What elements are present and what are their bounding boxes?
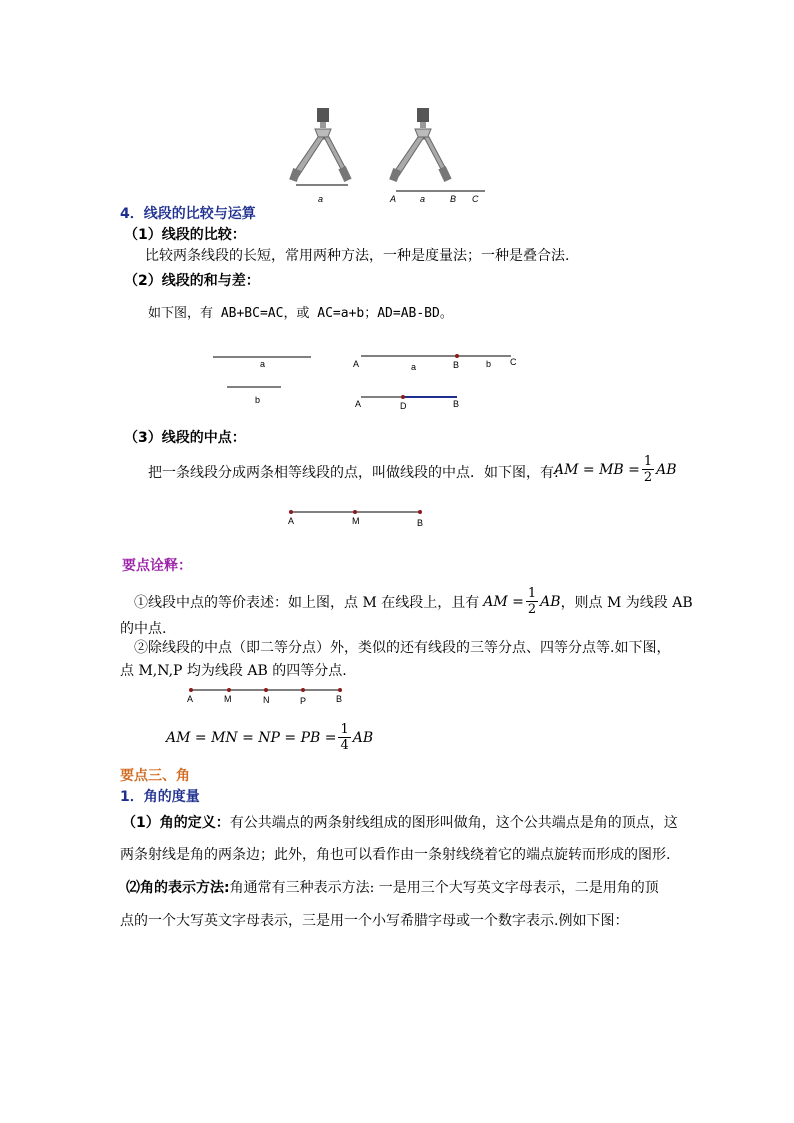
sub1-heading: （1）线段的比较：	[124, 227, 246, 243]
midpoint-label-B: B	[417, 518, 424, 528]
compass-right-label-a: a	[420, 194, 426, 204]
midpoint-figure	[283, 505, 433, 530]
sub2-heading: （2）线段的和与差：	[124, 273, 260, 289]
bottom-line-D: D	[400, 401, 407, 411]
midpoint-formula-left: AM = MB =	[554, 461, 640, 478]
bottom-line-A: A	[355, 399, 362, 409]
angle-repr-line1	[126, 877, 659, 897]
quarter-label-P: P	[300, 696, 307, 706]
quarter-label-N: N	[263, 695, 270, 705]
sub3-heading: （3）线段的中点：	[124, 430, 246, 446]
angle-def-line2: 两条射线是角的两条边；此外，角也可以看作由一条射线绕着它的端点旋转而形成的图形.	[120, 847, 671, 863]
quarter-formula	[166, 722, 373, 753]
notes-item1-formula-left: AM =	[483, 593, 524, 610]
notes-item1-formula-right: AB	[540, 593, 561, 610]
quarter-label-A: A	[187, 694, 194, 704]
midpoint-label-M: M	[352, 516, 360, 526]
bottom-line-B: B	[453, 399, 460, 409]
compass-right-label-A: A	[390, 194, 397, 204]
section-angle-subtitle: 1．角的度量	[120, 789, 200, 805]
section-angle-title: 要点三、角	[120, 768, 190, 784]
compass-figure	[280, 105, 490, 205]
quarter-formula-right: AB	[352, 729, 374, 746]
top-line-B: B	[453, 360, 460, 370]
notes-item1-prefix: ①线段中点的等价表述：如上图，点 M 在线段上，且有	[134, 594, 480, 611]
quarter-frac-den: 4	[340, 738, 349, 753]
compass-left-label: a	[318, 194, 324, 204]
compass-right-label-B: B	[450, 194, 457, 204]
angle-repr-heading: ⑵角的表示方法:	[126, 880, 230, 896]
notes-item1-fraction	[526, 586, 538, 617]
notes-item2-line2: 点 M,N,P 均为线段 AB 的四等分点.	[120, 663, 347, 679]
compass-right-drawing	[389, 108, 485, 191]
compass-left-drawing	[289, 108, 351, 185]
midpoint-fraction	[642, 454, 654, 485]
angle-def-heading: （1）角的定义：	[122, 815, 230, 831]
section-4-title: 4．线段的比较与运算	[120, 206, 256, 222]
angle-def-text1: 有公共端点的两条射线组成的图形叫做角，这个公共端点是角的顶点，这	[229, 815, 678, 831]
sub1-text: 比较两条线段的长短，常用两种方法，一种是度量法；一种是叠合法.	[145, 248, 570, 264]
quarter-label-B: B	[336, 694, 343, 704]
angle-repr-text1: 角通常有三种表示方法: 一是用三个大写英文字母表示，二是用角的顶	[229, 880, 659, 896]
quarter-frac-num: 1	[340, 722, 349, 737]
angle-repr-line2: 点的一个大写英文字母表示，三是用一个小写希腊字母或一个数字表示.例如下图：	[120, 913, 629, 929]
sub2-text: 如下图，有 AB+BC=AC，或 AC=a+b；AD=AB-BD。	[148, 306, 453, 321]
midpoint-formula-right: AB	[656, 461, 677, 478]
segment-sum-figure	[205, 345, 535, 415]
quarter-label-M: M	[224, 694, 232, 704]
quarter-fraction	[338, 722, 350, 753]
compass-right-label-C: C	[472, 194, 479, 204]
notes-item1-suffix: ，则点 M 为线段 AB	[560, 594, 693, 611]
notes-item1-line2: 的中点.	[120, 621, 167, 637]
angle-def-line1	[122, 812, 678, 832]
midpoint-label-A: A	[288, 516, 295, 526]
quarter-points-figure	[183, 684, 353, 709]
top-line-C: C	[510, 357, 517, 367]
top-line-A: A	[353, 359, 360, 369]
seg-b-label: b	[255, 395, 261, 405]
midpoint-frac-den: 2	[643, 470, 653, 485]
quarter-formula-left: AM = MN = NP = PB =	[166, 729, 337, 746]
notes-item1-frac-num: 1	[527, 586, 537, 601]
top-line-b: b	[486, 359, 492, 369]
notes-title: 要点诠释：	[122, 558, 192, 574]
notes-item1-line1	[134, 586, 693, 617]
sub3-text: 把一条线段分成两条相等线段的点，叫做线段的中点．如下图，有:	[148, 465, 559, 481]
seg-a-label: a	[260, 359, 266, 369]
midpoint-formula	[554, 454, 677, 485]
top-line-a: a	[411, 362, 417, 372]
notes-item1-frac-den: 2	[527, 602, 537, 617]
notes-item2-line1: ②除线段的中点（即二等分点）外，类似的还有线段的三等分点、四等分点等.如下图，	[134, 640, 671, 656]
midpoint-frac-num: 1	[643, 454, 653, 469]
